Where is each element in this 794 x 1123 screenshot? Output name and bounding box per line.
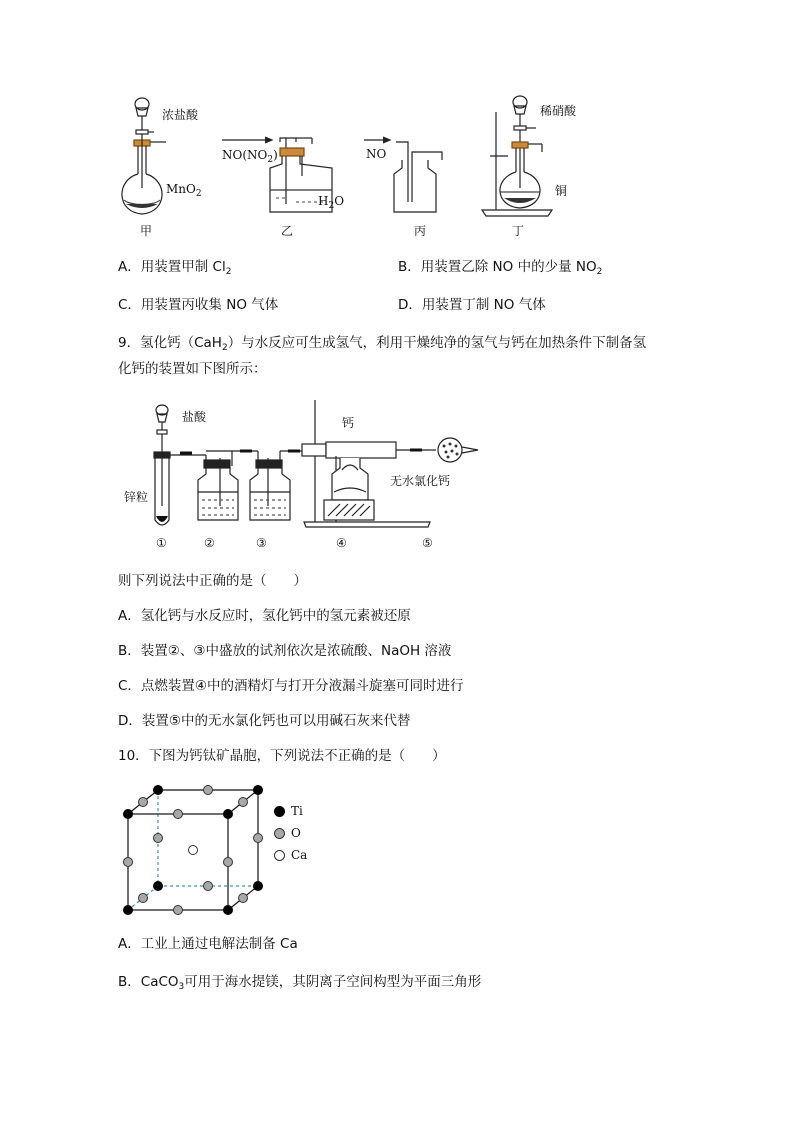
label-hydrochloric-acid: 盐酸 xyxy=(182,410,207,424)
q9-number-5: ⑤ xyxy=(422,536,433,550)
q8-option-b-sub: 2 xyxy=(596,267,603,277)
label-concentrated-hcl: 浓盐酸 xyxy=(162,108,199,122)
label-mno2 xyxy=(166,182,202,199)
label-h2o-o: O xyxy=(334,194,345,208)
apparatus-4 xyxy=(302,400,430,527)
q8-option-a xyxy=(118,258,231,281)
label-h2o xyxy=(318,194,344,211)
legend-ca xyxy=(274,844,334,866)
q9-option-a: A．氢化钙与水反应时，氢化钙中的氢元素被还原 xyxy=(118,608,411,624)
q8-option-a-text: A．用装置甲制 Cl xyxy=(118,259,226,275)
q8-option-d: D．用装置丁制 NO 气体 xyxy=(398,297,546,313)
q9-number-3: ③ xyxy=(256,536,267,550)
q9-option-d: D．装置⑤中的无水氯化钙也可以用碱石灰来代替 xyxy=(118,713,411,729)
label-anhydrous-cacl2: 无水氯化钙 xyxy=(390,474,451,488)
q10-option-b xyxy=(118,973,481,996)
label-copper: 铜 xyxy=(555,184,568,198)
q8-option-a-sub: 2 xyxy=(225,267,232,277)
label-mno2-text: MnO xyxy=(166,182,196,196)
q10-option-a: A．工业上通过电解法制备 Ca xyxy=(118,936,298,952)
q9-option-b: B．装置②、③中盛放的试剂依次是浓硫酸、NaOH 溶液 xyxy=(118,643,452,659)
q8-option-c: C．用装置丙收集 NO 气体 xyxy=(118,297,279,313)
label-calcium: 钙 xyxy=(342,416,355,430)
caption-yi: 乙 xyxy=(281,224,294,238)
label-no-no2-close: ) xyxy=(273,148,278,162)
label-no-no2-text: NO(NO xyxy=(222,148,268,162)
label-zinc-granules: 锌粒 xyxy=(124,490,149,504)
q10-option-b-letter: B． xyxy=(118,974,141,990)
apparatus-5 xyxy=(430,438,478,462)
label-h2o-h: H xyxy=(318,194,329,208)
unit-cell-legend xyxy=(274,800,334,866)
apparatus-2 xyxy=(198,451,238,520)
q9-stem-line-1 xyxy=(118,334,646,357)
label-no-gas: NO xyxy=(366,147,387,161)
label-dilute-nitric-acid: 稀硝酸 xyxy=(540,104,577,118)
label-no-no2-gas xyxy=(222,148,278,165)
ca-atom xyxy=(189,846,198,855)
q10-option-b-rest: 可用于海水提镁，其阴离子空间构型为平面三角形 xyxy=(184,974,482,990)
q9-number-4: ④ xyxy=(336,536,347,550)
q9-stem-line-2: 化钙的装置如下图所示： xyxy=(118,361,267,377)
apparatus-3 xyxy=(250,451,290,520)
caption-ding: 丁 xyxy=(512,224,525,238)
q9-number-2: ② xyxy=(204,536,215,550)
caption-jia: 甲 xyxy=(140,224,153,238)
legend-ca-label: Ca xyxy=(291,848,308,862)
legend-o xyxy=(274,822,334,844)
q9-stem-1a: 9．氢化钙（CaH xyxy=(118,335,222,351)
q9-stem-1b: ）与水反应可生成氢气，利用干燥纯净的氢气与钙在加热条件下制备氢 xyxy=(227,335,647,351)
legend-ca-marker xyxy=(274,850,285,861)
q8-option-b xyxy=(398,258,602,281)
q9-option-c: C．点燃装置④中的酒精灯与打开分液漏斗旋塞可同时进行 xyxy=(118,678,464,694)
label-mno2-sub: 2 xyxy=(195,189,202,199)
legend-o-label: O xyxy=(291,826,301,840)
q8-option-b-text: B．用装置乙除 NO 中的少量 NO xyxy=(398,259,597,275)
q9-number-1: ① xyxy=(156,536,167,550)
legend-o-marker xyxy=(274,828,285,839)
q9-stem-1-sub: 2 xyxy=(221,343,228,353)
label-h2o-sub: 2 xyxy=(328,201,335,211)
caption-bing: 丙 xyxy=(414,224,427,238)
legend-ti xyxy=(274,800,334,822)
q9-question: 则下列说法中正确的是（ ） xyxy=(118,573,307,589)
apparatus-jia xyxy=(122,98,166,214)
q10-option-b-sub: 3 xyxy=(178,982,185,992)
q10-option-b-formula: CaCO xyxy=(140,974,179,990)
legend-ti-label: Ti xyxy=(291,804,303,818)
q10-stem: 10．下图为钙钛矿晶胞，下列说法不正确的是（ ） xyxy=(118,748,446,764)
label-no-no2-sub: 2 xyxy=(267,155,274,165)
legend-ti-marker xyxy=(274,806,285,817)
